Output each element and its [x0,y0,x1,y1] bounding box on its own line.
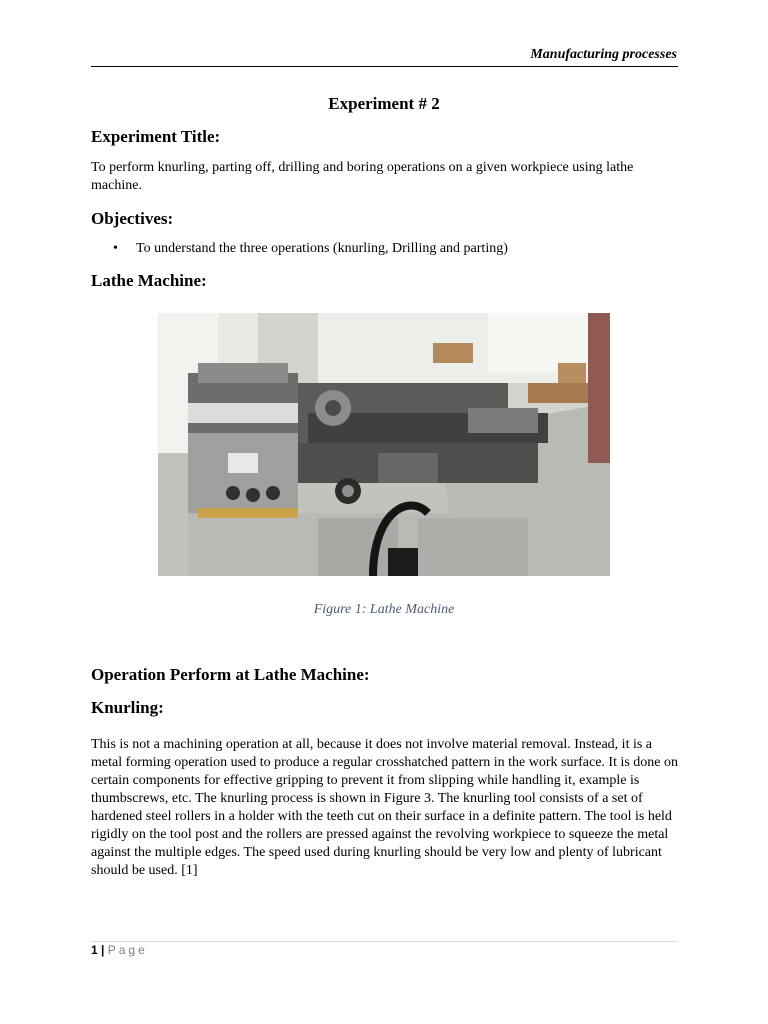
experiment-number: Experiment # 2 [328,94,440,113]
footer-rule [91,941,678,942]
objectives-heading: Objectives: [91,209,174,228]
knurling-paragraph: This is not a machining operation at all, because it does not involve material removal. Instead, it is a metal forming operation used to produce a regular crosshatched pattern in the work surface. It is done on certain components for effective gripping to prevent it from slipping while handling it, example is thumbscrews, etc. The knurling process is shown in Figure 3. The knurling tool consists of a set of hardened steel rollers in a holder with the teeth cut on their surface in a definite pattern. The tool is held rigidly on the tool post and the rollers are pressed against the revolving workpiece to squeeze the metal against the multiple edges. The speed used during knurling should be very low and plenty of lubricant should be used. [1] [91,737,679,878]
running-header: Manufacturing processes [530,47,677,62]
bullet-icon: • [113,241,118,256]
objective-item: To understand the three operations (knurling, Drilling and parting) [136,241,508,256]
page-label: Page [107,943,148,957]
knurling-heading: Knurling: [91,698,164,717]
page-number: 1 [91,943,98,957]
lathe-machine-heading: Lathe Machine: [91,271,207,290]
experiment-title-text: To perform knurling, parting off, drilling and boring operations on a given workpiece using lathe machine. [91,160,634,193]
figure-caption: Figure 1: Lathe Machine [313,602,455,617]
page-footer [91,943,148,957]
footer-separator: | [101,943,105,957]
lathe-machine-photo [158,313,610,576]
header-rule [91,66,678,67]
experiment-title-heading: Experiment Title: [91,127,221,146]
operation-heading: Operation Perform at Lathe Machine: [91,665,370,684]
